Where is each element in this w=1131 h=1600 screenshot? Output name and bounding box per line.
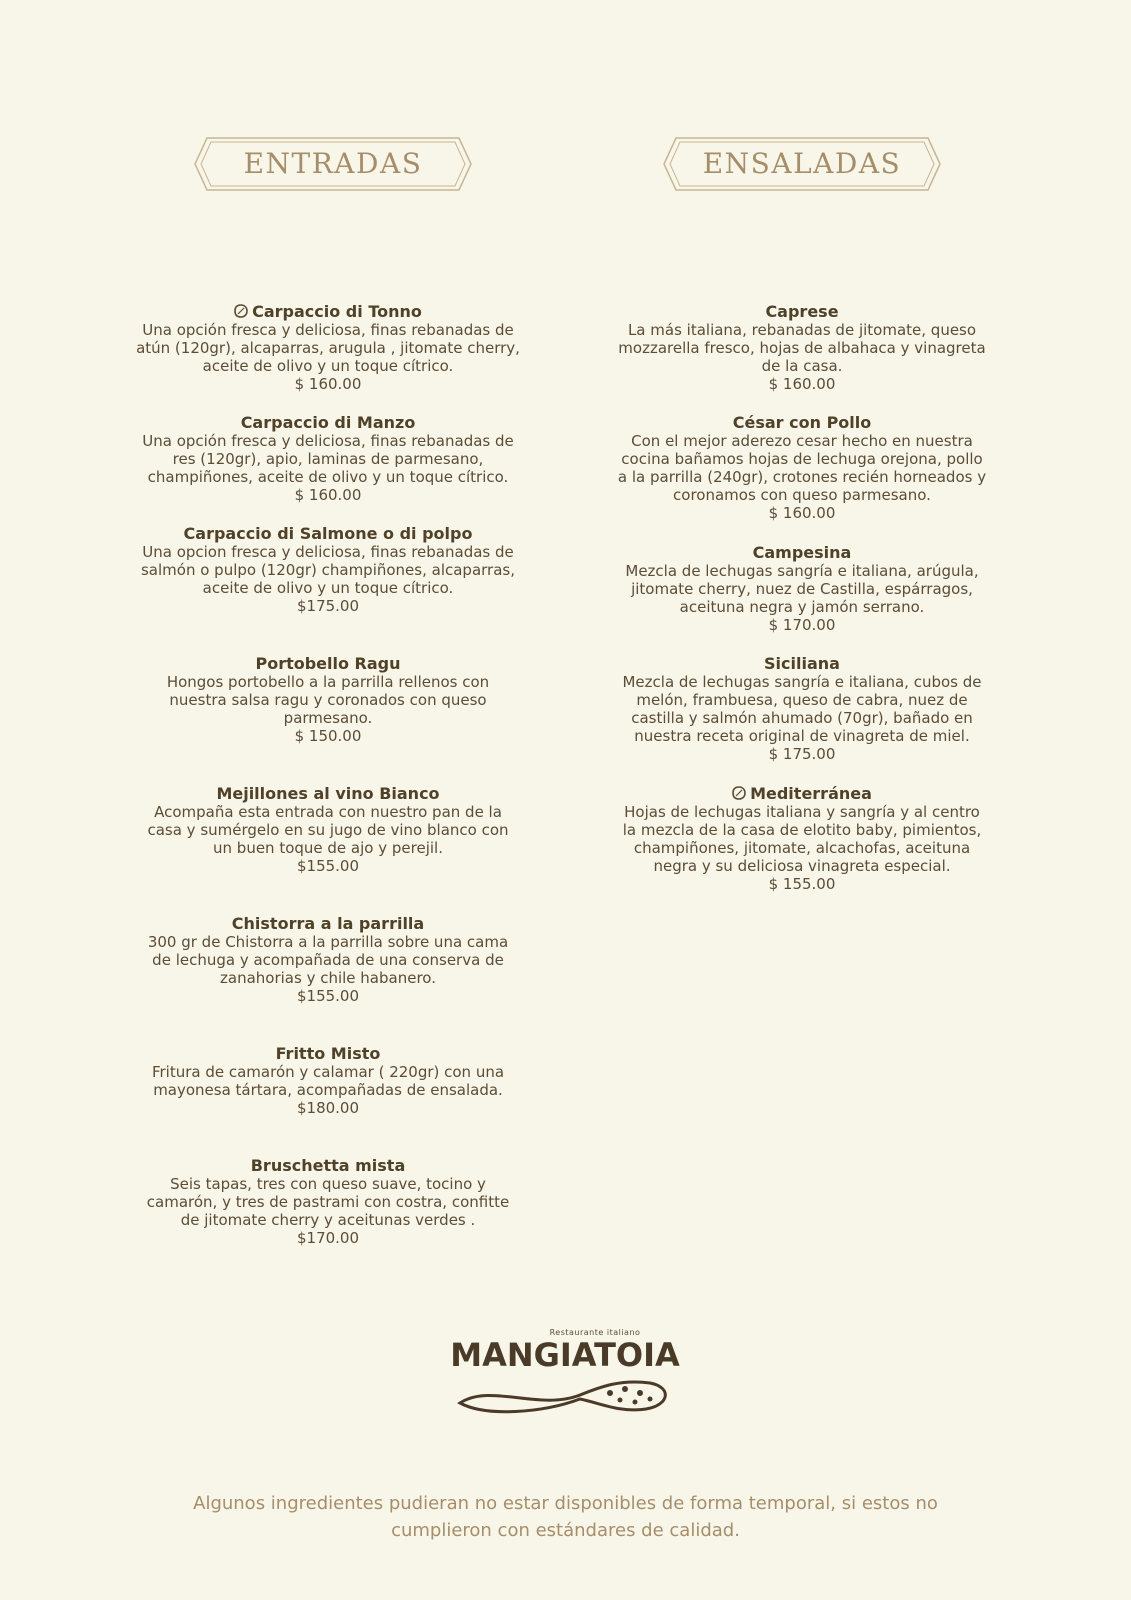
leaf-icon — [234, 304, 248, 318]
dish-description: cocina bañamos hojas de lechuga orejona, pollo — [621, 450, 983, 468]
dish-description: aceituna negra y jamón serrano. — [679, 598, 925, 616]
dish-name: Carpaccio di Manzo — [240, 413, 416, 432]
dish-description: de jitomate cherry y aceitunas verdes . — [180, 1211, 476, 1229]
dish-name: Bruschetta mista — [250, 1156, 406, 1175]
dish-description: la mezcla de la casa de elotito baby, pimientos, — [622, 821, 982, 839]
dish-description: salmón o pulpo (120gr) champiñones, alcaparras, — [140, 561, 515, 579]
dish-price: $ 150.00 — [294, 727, 362, 745]
menu-item — [108, 1156, 548, 1247]
dish-description: La más italiana, rebanadas de jitomate, queso — [627, 321, 977, 339]
dish-price: $ 175.00 — [768, 745, 836, 763]
dish-price: $180.00 — [296, 1099, 360, 1117]
menu-item — [108, 524, 548, 615]
menu-item — [582, 302, 1022, 393]
dish-description: a la parrilla (240gr), crotones recién horneados y — [617, 468, 987, 486]
dish-description: nuestra salsa ragu y coronados con queso — [169, 691, 487, 709]
dish-description: de lechuga y acompañada de una conserva de — [152, 951, 504, 969]
dish-price: $ 160.00 — [294, 486, 362, 504]
menu-item — [108, 784, 548, 875]
availability-disclaimer — [100, 1490, 1031, 1544]
dish-description: Seis tapas, tres con queso suave, tocino y — [170, 1175, 486, 1193]
dish-description: coronamos con queso parmesano. — [673, 486, 931, 504]
dish-description: atún (120gr), alcaparras, arugula , jitomate cherry, — [136, 339, 520, 357]
dish-description: aceite de olivo y un toque cítrico. — [202, 357, 454, 375]
menu-item — [108, 413, 548, 504]
dish-description: champiñones, jitomate, alcachofas, aceituna — [633, 839, 971, 857]
dish-description: Fritura de camarón y calamar ( 220gr) con una — [151, 1063, 505, 1081]
dish-description: aceite de olivo y un toque cítrico. — [202, 579, 454, 597]
pizza-peel-icon — [450, 1373, 680, 1417]
dish-name: Mejillones al vino Bianco — [216, 784, 440, 803]
restaurant-logo — [450, 1328, 680, 1418]
dish-price: $155.00 — [296, 987, 360, 1005]
menu-item — [108, 654, 548, 745]
dish-description: un buen toque de ajo y perejil. — [213, 839, 443, 857]
menu-item — [108, 302, 548, 393]
dish-price: $170.00 — [296, 1229, 360, 1247]
section-header-entradas — [193, 136, 473, 192]
dish-description: Acompaña esta entrada con nuestro pan de la — [154, 803, 502, 821]
dish-description: champiñones, aceite de olivo y un toque cítrico. — [147, 468, 509, 486]
section-title: ENSALADAS — [702, 147, 902, 180]
dish-name: César con Pollo — [732, 413, 872, 432]
dish-name: Carpaccio di Tonno — [108, 302, 548, 321]
dish-description: Hojas de lechugas italiana y sangría y al centro — [624, 803, 980, 821]
menu-item — [108, 1044, 548, 1117]
disclaimer-line: Algunos ingredientes pudieran no estar disponibles de forma temporal, si estos no — [193, 1493, 938, 1514]
dish-price: $ 155.00 — [768, 875, 836, 893]
disclaimer-line: cumplieron con estándares de calidad. — [391, 1520, 740, 1541]
dish-description: castilla y salmón ahumado (70gr), bañado en — [631, 709, 973, 727]
dish-description: Mezcla de lechugas sangría e italiana, arúgula, — [625, 562, 979, 580]
section-header-ensaladas — [662, 136, 942, 192]
dish-name: Campesina — [752, 543, 852, 562]
menu-item — [582, 413, 1022, 522]
dish-description: mozzarella fresco, hojas de albahaca y vinagreta — [618, 339, 986, 357]
dish-description: negra y su deliciosa vinagreta especial. — [653, 857, 951, 875]
dish-description: jitomate cherry, nuez de Castilla, espárragos, — [631, 580, 973, 598]
dish-name: Caprese — [765, 302, 839, 321]
dish-price: $ 160.00 — [294, 375, 362, 393]
dish-name: Siciliana — [764, 654, 840, 673]
dish-description: Hongos portobello a la parrilla rellenos con — [166, 673, 490, 691]
dish-description: Con el mejor aderezo cesar hecho en nuestra — [631, 432, 973, 450]
dish-description: de la casa. — [761, 357, 843, 375]
section-title: ENTRADAS — [243, 147, 423, 180]
dish-name: Portobello Ragu — [255, 654, 401, 673]
dish-description: res (120gr), apio, laminas de parmesano, — [172, 450, 484, 468]
dish-description: mayonesa tártara, acompañadas de ensalada. — [153, 1081, 503, 1099]
logo-tagline: Restaurante italiano — [549, 1328, 641, 1337]
dish-description: melón, frambuesa, queso de cabra, nuez de — [636, 691, 968, 709]
dish-description: casa y sumérgelo en su jugo de vino blanco con — [147, 821, 509, 839]
menu-item — [108, 914, 548, 1005]
dish-description: camarón, y tres de pastrami con costra, confitte — [146, 1193, 510, 1211]
dish-description: parmesano. — [283, 709, 373, 727]
dish-description: Una opción fresca y deliciosa, finas rebanadas de — [142, 432, 514, 450]
dish-description: zanahorias y chile habanero. — [220, 969, 436, 987]
dish-description: Mezcla de lechugas sangría e italiana, cubos de — [622, 673, 982, 691]
menu-item — [582, 543, 1022, 634]
dish-name: Carpaccio di Salmone o di polpo — [183, 524, 473, 543]
dish-description: Una opción fresca y deliciosa, finas rebanadas de — [142, 321, 514, 339]
leaf-icon — [732, 786, 746, 800]
dish-price: $ 170.00 — [768, 616, 836, 634]
dish-description: nuestra receta original de vinagreta de miel. — [634, 727, 970, 745]
dish-name: Mediterránea — [582, 784, 1022, 803]
dish-name: Fritto Misto — [275, 1044, 381, 1063]
dish-price: $175.00 — [296, 597, 360, 615]
dish-price: $155.00 — [296, 857, 360, 875]
dish-price: $ 160.00 — [768, 504, 836, 522]
dish-description: Una opcion fresca y deliciosa, finas rebanadas de — [142, 543, 514, 561]
dish-description: 300 gr de Chistorra a la parrilla sobre una cama — [147, 933, 509, 951]
dish-price: $ 160.00 — [768, 375, 836, 393]
dish-name: Chistorra a la parrilla — [231, 914, 425, 933]
menu-item — [582, 784, 1022, 893]
logo-brand: MANGIATOIA — [450, 1336, 680, 1374]
menu-item — [582, 654, 1022, 763]
